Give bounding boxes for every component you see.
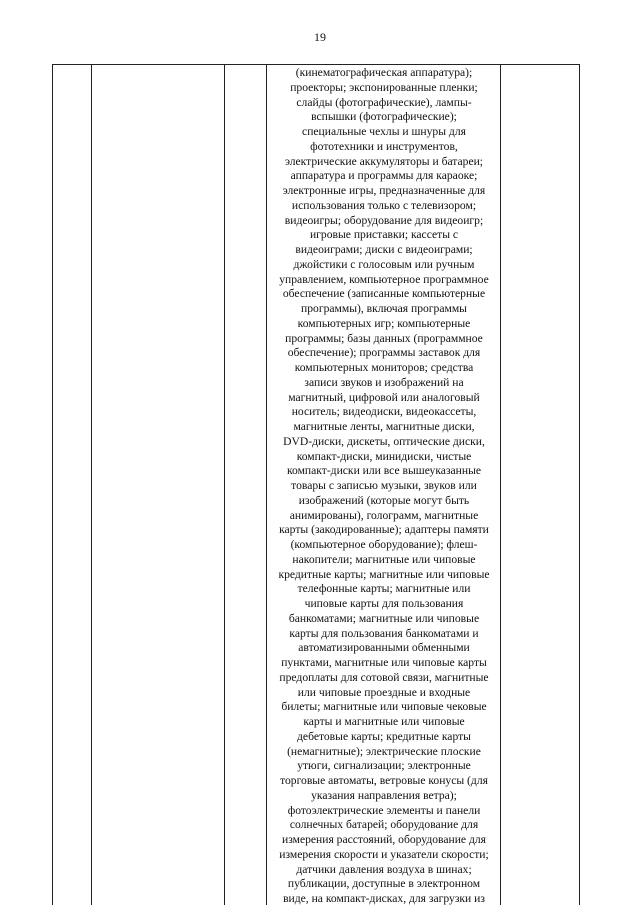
description-line: карты для пользования банкоматами и [289, 626, 479, 640]
description-line: видеоигры; оборудование для видеоигр; [284, 213, 484, 227]
description-line: карты и магнитные или чиповые [303, 715, 465, 728]
description-line: проекторы; экспонированные пленки; [290, 80, 478, 94]
description-line: (немагнитные); электрические плоские [287, 744, 481, 758]
table-column-divider [224, 64, 225, 905]
description-line: (кинематографическая аппаратура); [295, 66, 473, 79]
description-line: управлением, компьютерное программное [279, 272, 489, 286]
description-line: вспышки (фотографические); [311, 110, 457, 124]
description-line: электронные игры, предназначенные для [282, 184, 486, 197]
description-line: программы), включая программы [301, 302, 467, 315]
description-line: или чиповые проездные и входные [297, 685, 471, 699]
description-line: измерения скорости и указатели скорости; [279, 847, 489, 861]
description-line: утюги, сигнализации; электронные [297, 759, 471, 773]
description-line: банкоматами; магнитные или чиповые [288, 611, 480, 625]
description-line: компакт-диски или все вышеуказанные [286, 464, 482, 478]
description-line: фототехники и инструментов, [310, 139, 458, 153]
description-line: накопители; магнитные или чиповые [292, 552, 476, 566]
description-line: телефонные карты; магнитные или [297, 582, 471, 596]
goods-description-cell [270, 66, 498, 907]
description-line: слайды (фотографические), лампы- [296, 95, 472, 109]
description-line: DVD-диски, дискеты, оптические диски, [283, 434, 485, 448]
table-column-divider [266, 64, 267, 905]
table-column-divider [500, 64, 501, 905]
description-line: электрические аккумуляторы и батареи; [284, 154, 484, 168]
page-number: 19 [314, 30, 326, 44]
description-line: дебетовые карты; кредитные карты [297, 729, 471, 743]
description-line: игровые приставки; кассеты с [309, 228, 459, 242]
description-line: автоматизированными обменными [298, 641, 470, 655]
description-line: указания направления ветра); [311, 788, 457, 802]
description-line: пунктами, магнитные или чиповые карты [281, 656, 487, 669]
description-line: записи звуков и изображений на [304, 375, 464, 389]
description-line: датчики давления воздуха в шинах; [296, 862, 472, 876]
description-line: джойстики с голосовым или ручным [293, 257, 475, 271]
description-line: измерения расстояний, оборудование для [282, 833, 486, 846]
description-line: использования только с телевизором; [291, 198, 477, 212]
description-line: анимированы), голограмм, магнитные [289, 508, 479, 522]
description-line: предоплаты для сотовой связи, магнитные [279, 670, 489, 684]
description-line: магнитный, цифровой или аналоговый [288, 390, 480, 404]
table-column-divider [91, 64, 92, 905]
description-line: торговые автоматы, ветровые конусы (для [280, 774, 488, 787]
description-line: чиповые карты для пользования [304, 597, 464, 610]
description-line: компьютерных игр; компьютерные [297, 316, 471, 330]
description-line: виде, на компакт-дисках, для загрузки из [283, 892, 485, 905]
description-line: компьютерных мониторов; средства [294, 361, 474, 374]
description-line: обеспечение (записанные компьютерные [282, 287, 486, 301]
description-line: носитель; видеодиски, видеокассеты, [291, 405, 477, 419]
description-line: программы; базы данных (программное [285, 331, 483, 345]
description-line: солнечных батарей; оборудование для [289, 818, 479, 832]
description-line: кредитные карты; магнитные или чиповые [278, 567, 490, 581]
description-line: специальные чехлы и шнуры для [302, 125, 466, 138]
description-line: изображений (которые могут быть [298, 493, 470, 507]
description-line: компакт-диски, минидиски, чистые [296, 449, 472, 463]
description-line: магнитные ленты, магнитные диски, [293, 420, 475, 433]
description-line: видеоиграми; диски с видеоиграми; [295, 243, 473, 256]
description-line: обеспечение); программы заставок для [287, 346, 481, 360]
description-line: товары с записью музыки, звуков или [291, 479, 477, 492]
description-line: фотоэлектрические элементы и панели [287, 803, 481, 817]
description-line: билеты; магнитные или чиповые чековые [281, 700, 487, 714]
description-line: карты (закодированные); адаптеры памяти [279, 523, 489, 537]
description-line: аппаратура и программы для караоке; [290, 169, 478, 183]
description-line: (компьютерное оборудование); флеш- [290, 538, 478, 551]
description-line: публикации, доступные в электронном [287, 877, 481, 891]
